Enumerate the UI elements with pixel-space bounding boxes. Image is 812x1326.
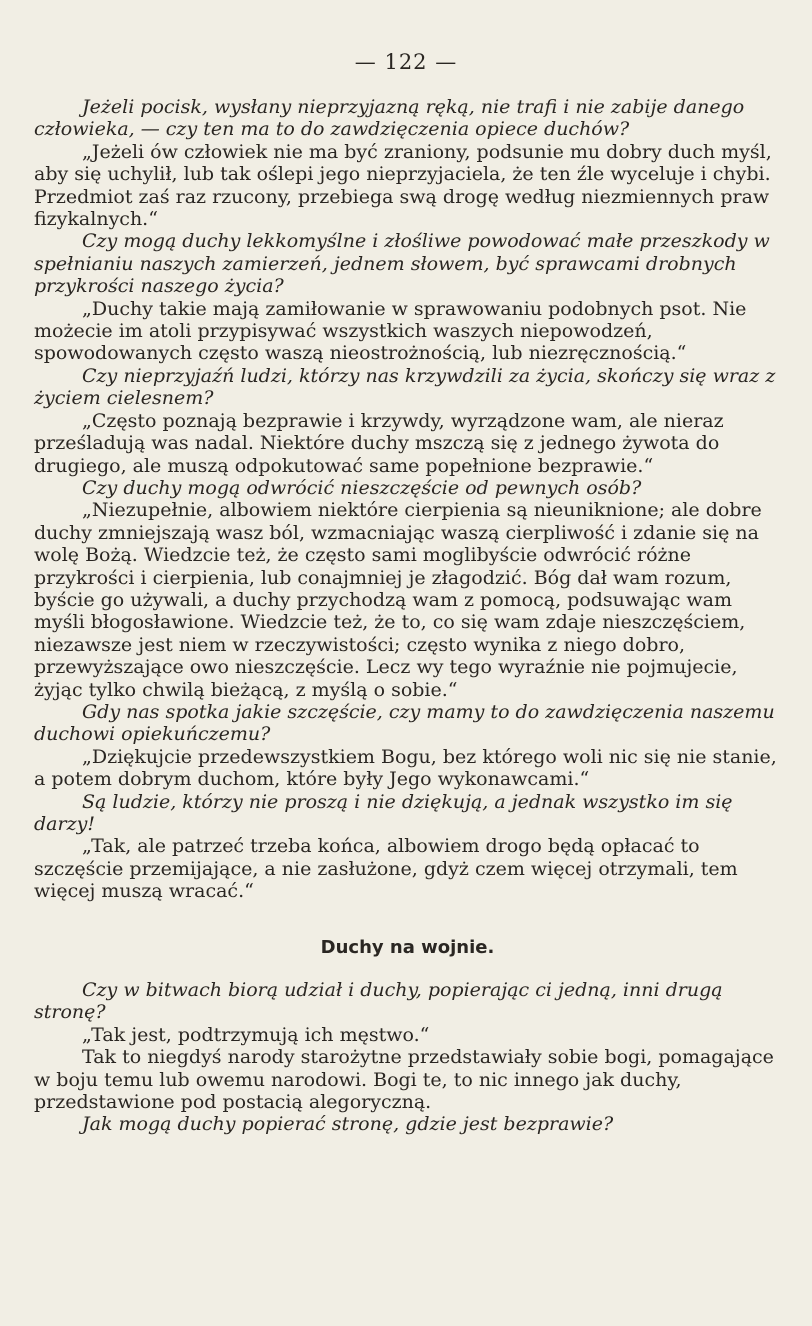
question-paragraph: Czy duchy mogą odwrócić nieszczęście od pewnych osób? xyxy=(82,476,642,499)
answer-paragraph: „Tak jest, podtrzymują ich męstwo.“ xyxy=(82,1023,430,1046)
answer-paragraph: „Jeżeli ów człowiek nie ma być zraniony, podsunie mu dobry duch myśl, aby się uchylił, lub tak oślepi jego nieprzyjaciela, że ten źle wyceluje i chybi. Przedmiot zaś raz rzucony, przebiega swą drogę według niezmiennych praw fizykalnych.“ xyxy=(34,140,772,231)
answer-paragraph: „Niezupełnie, albowiem niektóre cierpienia są nieuniknione; ale dobre duchy zmniejszają wasz ból, wzmacniając waszą cierpliwość i zdanie się na wolę Bożą. Wiedzcie też, że często sami moglibyście odwrócić różne przykrości i cierpienia, lub conajmniej je złagodzić. Bóg dał wam rozum, byście go używali, a duchy przychodzą wam z pomocą, podsuwając wam myśli błogosławione. Wiedzcie też, że to, co się wam zdaje nieszczęściem, niezawsze jest niem w rzeczywistości; często wynika z niego dobro, przewyższające owo nieszczęście. Lecz wy tego wyraźnie nie pojmujecie, żyjąc tylko chwilą bieżącą, z myślą o sobie.“ xyxy=(34,499,762,701)
question-paragraph: Czy mogą duchy lekkomyślne i złośliwe powodować małe przeszkody w spełnianiu naszych zamierzeń, jednem słowem, być sprawcami drobnych przykrości naszego życia? xyxy=(34,230,770,298)
body-paragraph: Tak to niegdyś narody starożytne przedstawiały sobie bogi, pomagające w boju temu lub owemu narodowi. Bogi te, to nic innego jak duchy, przedstawione pod postacią alegoryczną. xyxy=(34,1046,774,1114)
answer-paragraph: „Duchy takie mają zamiłowanie w sprawowaniu podobnych psot. Nie możecie im atoli przypisywać wszystkich waszych niepowodzeń, spowodowanych często waszą nieostrożnością, lub niezręcznością.“ xyxy=(34,297,747,365)
question-paragraph: Są ludzie, którzy nie proszą i nie dziękują, a jednak wszystko im się darzy! xyxy=(34,790,733,835)
question-paragraph: Jeżeli pocisk, wysłany nieprzyjazną ręką, nie trafi i nie zabije danego człowieka, — czy ten ma to do zawdzięczenia opiece duchów? xyxy=(34,96,745,141)
answer-paragraph: „Tak, ale patrzeć trzeba końca, albowiem drogo będą opłacać to szczęście przemijające, a nie zasłużone, gdyż czem więcej otrzymali, tem więcej muszą wracać.“ xyxy=(34,835,738,903)
page-body xyxy=(34,96,781,1136)
page-number: — 122 — xyxy=(354,50,458,74)
answer-paragraph: „Dziękujcie przedewszystkiem Bogu, bez którego woli nic się nie stanie, a potem dobrym duchom, które były Jego wykonawcami.“ xyxy=(34,745,777,791)
section-heading: Duchy na wojnie. xyxy=(320,936,495,958)
question-paragraph: Jak mogą duchy popierać stronę, gdzie jest bezprawie? xyxy=(82,1113,614,1136)
question-paragraph: Czy nieprzyjaźń ludzi, którzy nas krzywdzili za życia, skończy się wraz z życiem cielesnem? xyxy=(34,364,776,410)
answer-paragraph: „Często poznają bezprawie i krzywdy, wyrządzone wam, ale nieraz prześladują was nadal. Niektóre duchy mszczą się z jednego żywota do drugiego, ale muszą odpokutować same popełnione bezprawie.“ xyxy=(34,409,724,477)
question-paragraph: Gdy nas spotka jakie szczęście, czy mamy to do zawdzięczenia naszemu duchowi opiekuńczemu? xyxy=(34,700,775,746)
question-paragraph: Czy w bitwach biorą udział i duchy, popierając ci jedną, inni drugą stronę? xyxy=(34,979,723,1024)
